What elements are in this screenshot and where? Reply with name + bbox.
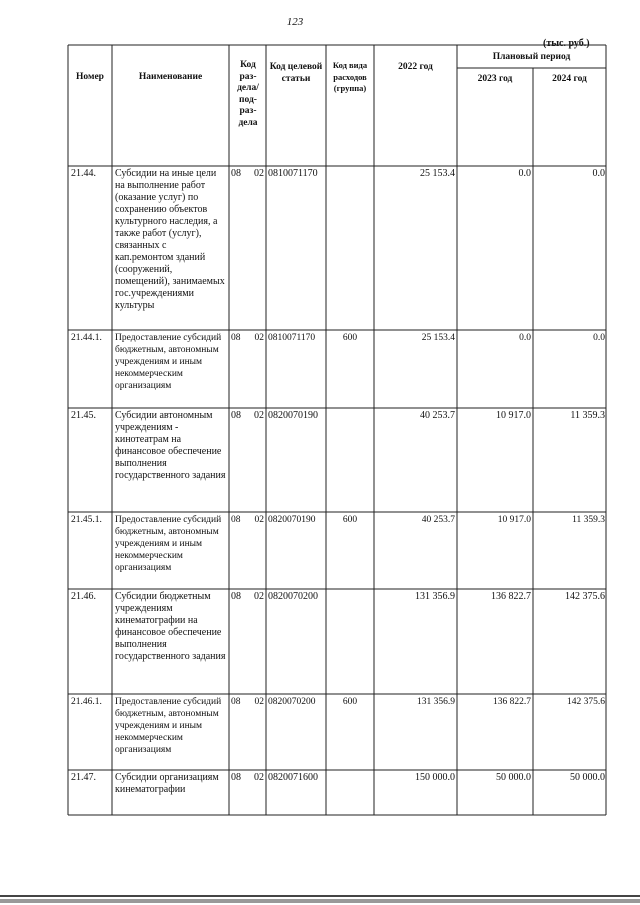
row-2024: 0.0 xyxy=(592,168,605,179)
header-section: Код раз-дела/под-раз-дела xyxy=(237,60,259,128)
row-2023: 0.0 xyxy=(519,333,531,343)
row-subsection: 02 xyxy=(254,591,264,602)
row-subsection: 02 xyxy=(254,697,264,707)
row-subsection: 02 xyxy=(254,410,264,421)
header-name: Наименование xyxy=(138,72,203,82)
row-section: 08 xyxy=(231,168,241,179)
row-2023: 10 917.0 xyxy=(496,410,531,421)
row-name: Субсидии на иные цели на выполнение работ (оказание услуг) по сохранению объектов культурного наследия, а также работ (услуг), связанных с кап.ремонтом зданий (сооружений, помещений), занимаемых гос.учреждениями культуры xyxy=(115,168,225,311)
row-section: 08 xyxy=(231,410,241,421)
header-planned: Плановый период xyxy=(492,52,571,62)
row-number: 21.45. xyxy=(71,410,96,421)
row-subsection: 02 xyxy=(254,515,264,525)
bottom-rule-shadow xyxy=(0,899,640,903)
row-section: 08 xyxy=(231,772,241,783)
header-expense: Код вида расходов (группа) xyxy=(332,60,368,93)
row-target: 0820070190 xyxy=(268,410,318,421)
row-target: 0820070190 xyxy=(268,515,316,525)
row-subsection: 02 xyxy=(254,772,264,783)
row-2023: 136 822.7 xyxy=(491,591,531,602)
row-2022: 25 153.4 xyxy=(421,333,455,343)
bottom-rule xyxy=(0,895,640,897)
row-name: Предоставление субсидий бюджетным, автономным учреждениям и иным некоммерческим организациям xyxy=(115,333,222,391)
row-number: 21.46.1. xyxy=(71,697,102,707)
row-expense: 600 xyxy=(342,333,358,343)
row-2024: 50 000.0 xyxy=(570,772,605,783)
row-section: 08 xyxy=(231,515,241,525)
row-2022: 131 356.9 xyxy=(415,591,455,602)
row-subsection: 02 xyxy=(254,333,264,343)
row-target: 0810071170 xyxy=(268,333,316,343)
row-target: 0810071170 xyxy=(268,168,318,179)
row-2024: 142 375.6 xyxy=(565,591,605,602)
row-2023: 136 822.7 xyxy=(493,697,531,707)
row-target: 0820070200 xyxy=(268,591,318,602)
row-section: 08 xyxy=(231,333,241,343)
header-2024: 2024 год xyxy=(552,74,587,84)
row-expense: 600 xyxy=(342,697,358,707)
row-2024: 0.0 xyxy=(593,333,605,343)
row-section: 08 xyxy=(231,697,241,707)
row-2022: 40 253.7 xyxy=(420,410,455,421)
header-number: Номер xyxy=(76,72,104,82)
row-section: 08 xyxy=(231,591,241,602)
row-2023: 10 917.0 xyxy=(497,515,531,525)
row-target: 0820071600 xyxy=(268,772,318,783)
row-name: Субсидии бюджетным учреждениям кинематографии на финансовое обеспечение выполнения государственного задания xyxy=(115,591,226,662)
row-2024: 11 359.3 xyxy=(570,410,605,421)
row-2023: 50 000.0 xyxy=(496,772,531,783)
row-name: Субсидии автономным учреждениям - кинотеатрам на финансовое обеспечение выполнения государственного задания xyxy=(115,410,226,481)
row-2022: 131 356.9 xyxy=(417,697,455,707)
row-2023: 0.0 xyxy=(518,168,531,179)
row-target: 0820070200 xyxy=(268,697,316,707)
row-name: Субсидии организациям кинематографии xyxy=(115,772,219,795)
row-2024: 142 375.6 xyxy=(567,697,605,707)
row-name: Предоставление субсидий бюджетным, автономным учреждениям и иным некоммерческим организациям xyxy=(115,697,222,755)
row-2022: 150 000.0 xyxy=(415,772,455,783)
header-2022: 2022 год xyxy=(398,62,433,72)
row-number: 21.45.1. xyxy=(71,515,102,525)
row-number: 21.44.1. xyxy=(71,333,102,343)
page-number: 123 xyxy=(286,16,304,28)
row-expense: 600 xyxy=(342,515,358,525)
units-label: (тыс. руб.) xyxy=(543,38,590,49)
row-2022: 40 253.7 xyxy=(421,515,455,525)
row-number: 21.46. xyxy=(71,591,96,602)
header-target: Код целевой статьи xyxy=(269,62,323,84)
row-number: 21.44. xyxy=(71,168,96,179)
row-2024: 11 359.3 xyxy=(572,515,605,525)
row-2022: 25 153.4 xyxy=(420,168,455,179)
row-name: Предоставление субсидий бюджетным, автономным учреждениям и иным некоммерческим организациям xyxy=(115,515,222,573)
header-2023: 2023 год xyxy=(477,74,513,84)
row-number: 21.47. xyxy=(71,772,96,783)
row-subsection: 02 xyxy=(254,168,264,179)
